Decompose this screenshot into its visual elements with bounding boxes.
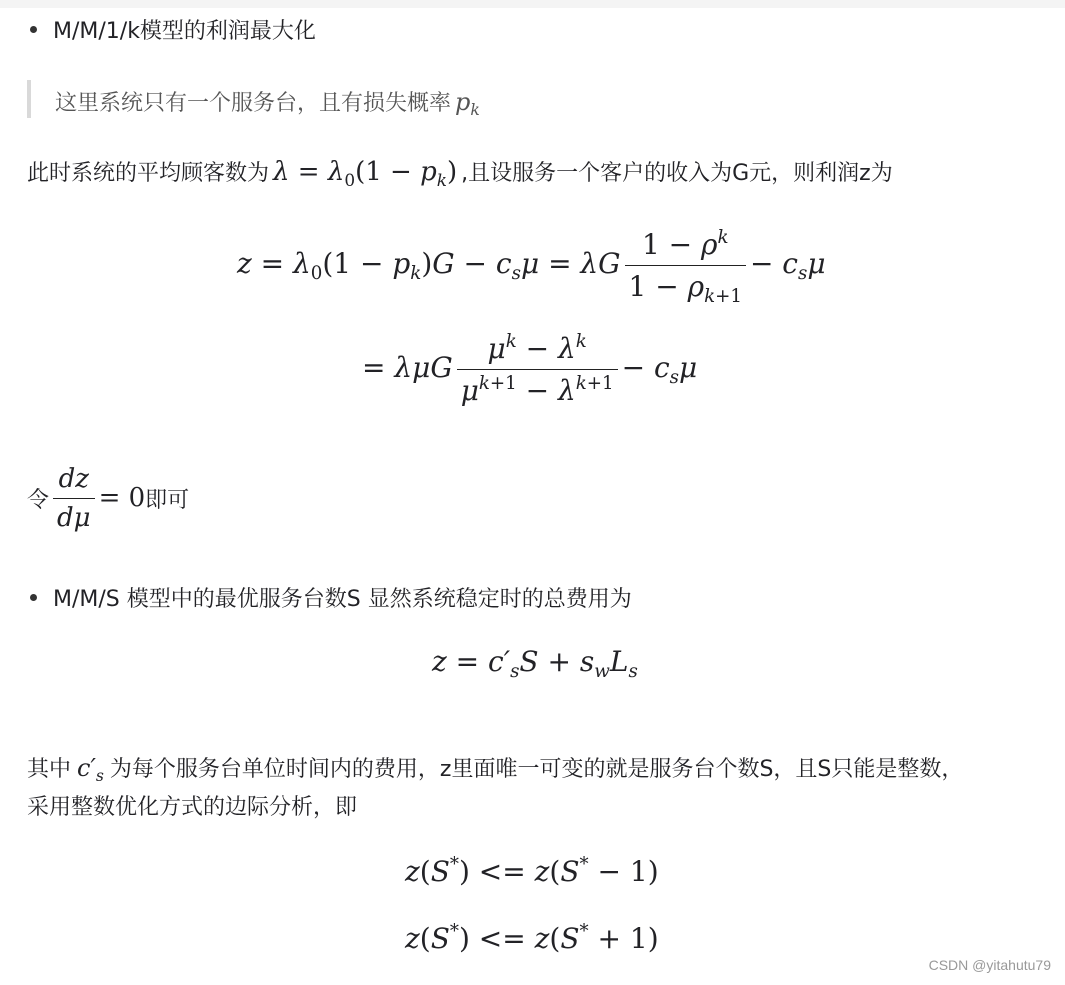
paragraph-avg-customers (27, 156, 893, 190)
math-lambda-formula: $\lambda = \lambda_0(1 - p_k)$ (273, 157, 458, 190)
paragraph-derivative (27, 464, 189, 533)
paragraph-text: 令 (27, 488, 50, 513)
equation-total-cost: $z = c'_sS + s_wL_s$ (432, 645, 638, 683)
paragraph-marginal (27, 752, 964, 786)
inequality-lower: z(S*) <= z(S* − 1) (405, 854, 659, 888)
bullet-dot (30, 26, 37, 33)
watermark: CSDN @yitahutu79 (928, 957, 1051, 973)
blockquote-bar (27, 80, 31, 118)
paragraph-text: 为每个服务台单位时间内的费用，z里面唯一可变的就是服务台个数S，且S只能是整数， (109, 757, 964, 782)
math-cs-prime: $c'_s$ (77, 754, 104, 786)
blockquote-text: 这里系统只有一个服务台，且有损失概率 (55, 91, 452, 116)
blockquote (55, 86, 480, 120)
equation-profit-line2: = λμG $\frac{\mu^k - \lambda^k}{\mu^{k+1} - \lambda^{k+1}}$ − $c_s\mu$ (362, 331, 698, 407)
paragraph-marginal-line2: 采用整数优化方式的边际分析，即 (27, 795, 358, 820)
fraction-mu-lambda: $\frac{\mu^k - \lambda^k}{\mu^{k+1} - \lambda^{k+1}}$ (457, 332, 618, 407)
paragraph-text: ,且设服务一个客户的收入为G元，则利润z为 (461, 161, 893, 186)
math-derivative: $\frac{dz}{d\mu}$ = 0 (49, 483, 145, 513)
paragraph-text: 此时系统的平均顾客数为 (27, 161, 270, 186)
bullet-dot (30, 594, 37, 601)
fraction-rho: $\frac{1 - \rho^k}{1 - \rho_{k+1}}$ (625, 228, 746, 303)
math-pk: $p_k$ (455, 88, 480, 120)
top-scroll-band (0, 0, 1065, 8)
paragraph-text: 其中 (27, 757, 72, 782)
section-title-mms: M/M/S 模型中的最优服务台数S 显然系统稳定时的总费用为 (53, 587, 632, 612)
inequality-upper: z(S*) <= z(S* + 1) (405, 921, 659, 955)
paragraph-text: 即可 (145, 488, 190, 513)
equation-profit-line1: $z = \lambda_0(1 - p_k)G - c_s\mu = \lambda G$ $\frac{1 - \rho^k}{1 - \rho_{k+1}}$ − $c_s\mu$ (237, 227, 826, 308)
section-title-mm1k: M/M/1/k模型的利润最大化 (53, 19, 316, 44)
